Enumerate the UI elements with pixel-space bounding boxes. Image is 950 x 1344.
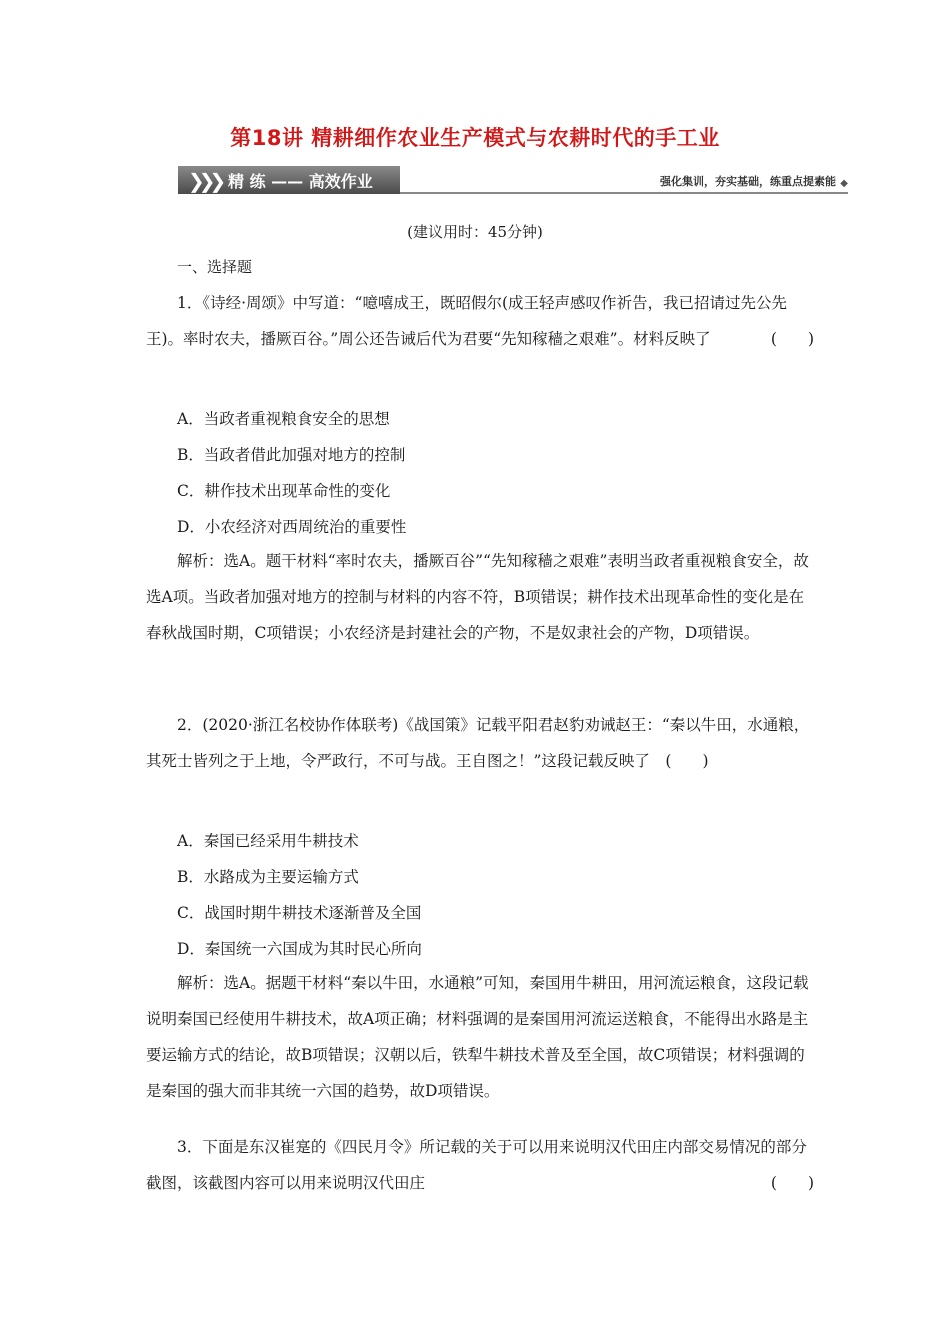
q2-option-c: C．战国时期牛耕技术逐渐普及全国 [177, 904, 422, 922]
q1-option-b: B．当政者借此加强对地方的控制 [177, 446, 406, 464]
section-heading: 一、选择题 [177, 258, 253, 276]
question-2-stem: 2．(2020·浙江名校协作体联考)《战国策》记载平阳君赵豹劝诫赵王：“秦以牛田，水通粮，其死士皆列之于上地，令严政行，不可与战。王自图之！”这段记载反映了 ( ) [146, 716, 810, 770]
q2-option-a: A．秦国已经采用牛耕技术 [177, 832, 359, 850]
q2-option-b: B．水路成为主要运输方式 [177, 868, 359, 886]
q1-option-a: A．当政者重视粮食安全的思想 [177, 410, 390, 428]
answer-paren: ( ) [770, 1174, 814, 1192]
q1-option-d: D．小农经济对西周统治的重要性 [177, 518, 407, 536]
diamond-icon: ◆ [840, 178, 848, 189]
banner-label: 精 练 —— 高效作业 [228, 172, 373, 191]
chevron-right-icon: ❯❯❯ [188, 169, 221, 193]
question-1-stem: 1．《诗经·周颂》中写道：“噫嘻成王，既昭假尔(成王轻声感叹作祈告，我已招请过先公先王)。率时农夫，播厥百谷。”周公还告诫后代为君要“先知稼穑之艰难”。材料反映了 ( ) [146, 285, 814, 357]
answer-paren: ( ) [770, 330, 814, 348]
banner-tagline: 强化集训，夯实基础，练重点提素能 [660, 175, 836, 188]
q1-option-c: C．耕作技术出现革命性的变化 [177, 482, 391, 500]
banner-divider [400, 192, 848, 194]
section-banner [178, 166, 848, 196]
q2-option-d: D．秦国统一六国成为其时民心所向 [177, 940, 422, 958]
q2-analysis: 解析：选A。据题干材料“秦以牛田，水通粮”可知，秦国用牛耕田，用河流运粮食，这段记载说明秦国已经使用牛耕技术，故A项正确；材料强调的是秦国用河流运送粮食，不能得出水路是主要运输方式的结论，故B项错误；汉朝以后，铁犁牛耕技术普及至全国，故C项错误；材料强调的是秦国的强大而非其统一六国的趋势，故D项错误。 [146, 974, 809, 1100]
question-3-stem: 3．下面是东汉崔寔的《四民月令》所记载的关于可以用来说明汉代田庄内部交易情况的部分截图，该截图内容可以用来说明汉代田庄 ( ) [146, 1129, 814, 1201]
time-hint: (建议用时：45分钟) [407, 223, 543, 241]
page-title: 第18讲 精耕细作农业生产模式与农耕时代的手工业 [230, 126, 720, 150]
q1-analysis: 解析：选A。题干材料“率时农夫，播厥百谷”“先知稼穑之艰难”表明当政者重视粮食安全，故选A项。当政者加强对地方的控制与材料的内容不符，B项错误；耕作技术出现革命性的变化是在春秋战国时期，C项错误；小农经济是封建社会的产物，不是奴隶社会的产物，D项错误。 [146, 552, 809, 642]
